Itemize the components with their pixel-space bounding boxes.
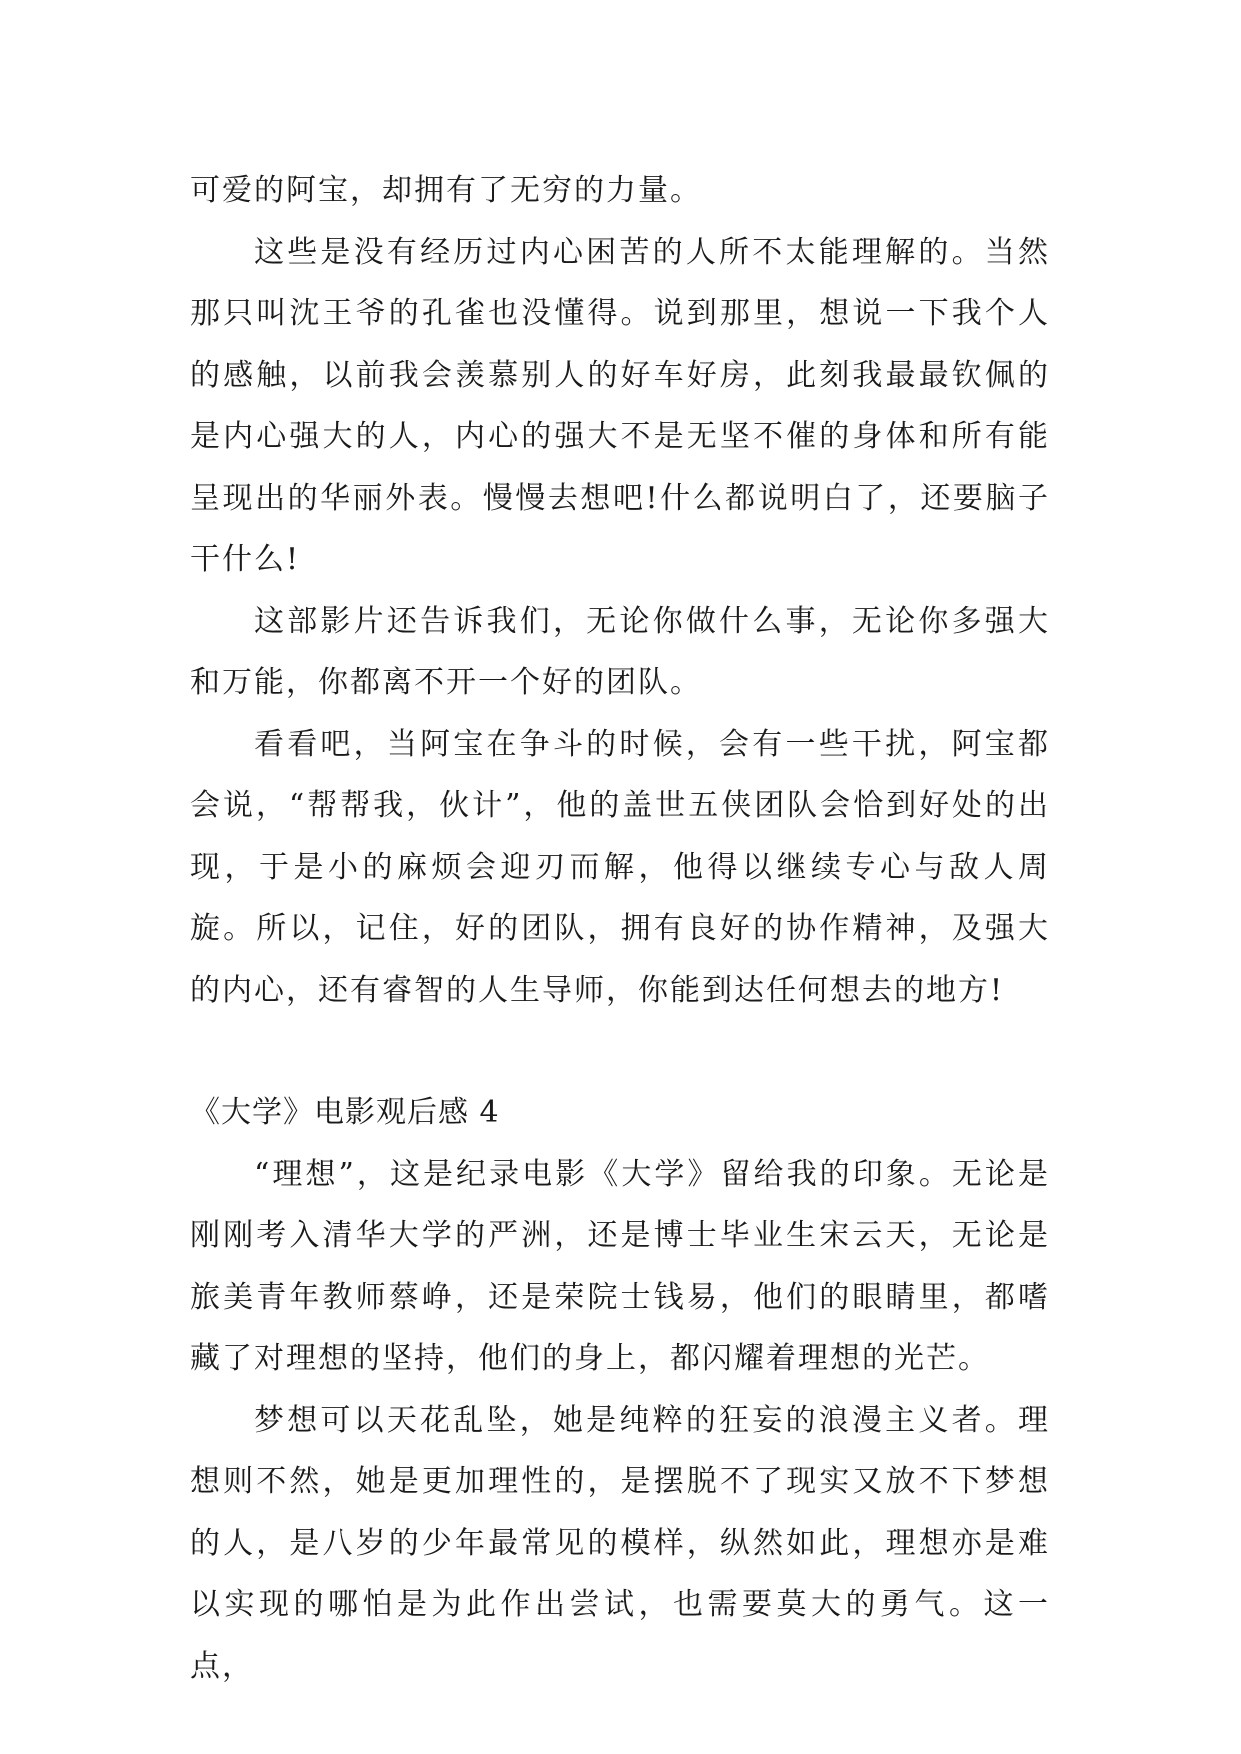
section-gap — [190, 1021, 1050, 1082]
section-heading: 《大学》电影观后感 4 — [190, 1095, 500, 1130]
paragraph-ideal: “理想”，这是纪录电影《大学》留给我的印象。无论是刚刚考入清华大学的严洲，还是博士毕业生宋云天，无论是旅美青年教师蔡峥，还是荣院士钱易，他们的眼睛里，都嗜藏了对理想的坚持，他们的身上，都闪耀着理想的光芒。 — [190, 1156, 1050, 1376]
paragraph-teamwork-example: 看看吧，当阿宝在争斗的时候，会有一些干扰，阿宝都会说，“帮帮我，伙计”，他的盖世五侠团队会恰到好处的出现，于是小的麻烦会迎刃而解，他得以继续专心与敌人周旋。所以，记住，好的团队，拥有良好的协作精神，及强大的内心，还有睿智的人生导师，你能到达任何想去的地方! — [190, 726, 1050, 1008]
paragraph-continuation: 可爱的阿宝，却拥有了无穷的力量。 — [190, 173, 702, 208]
paragraph-dream: 梦想可以天花乱坠，她是纯粹的狂妄的浪漫主义者。理想则不然，她是更加理性的，是摆脱不了现实又放不下梦想的人，是八岁的少年最常见的模样，纵然如此，理想亦是难以实现的哪怕是为此作出尝试，也需要莫大的勇气。这一点， — [190, 1402, 1050, 1684]
paragraph-team: 这部影片还告诉我们，无论你做什么事，无论你多强大和万能，你都离不开一个好的团队。 — [190, 603, 1050, 700]
paragraph-inner-strength: 这些是没有经历过内心困苦的人所不太能理解的。当然那只叫沈王爷的孔雀也没懂得。说到那里，想说一下我个人的感触，以前我会羡慕别人的好车好房，此刻我最最钦佩的是内心强大的人，内心的强大不是无坚不催的身体和所有能呈现出的华丽外表。慢慢去想吧!什么都说明白了，还要脑子干什么! — [190, 234, 1050, 577]
document-body — [190, 160, 1050, 1697]
